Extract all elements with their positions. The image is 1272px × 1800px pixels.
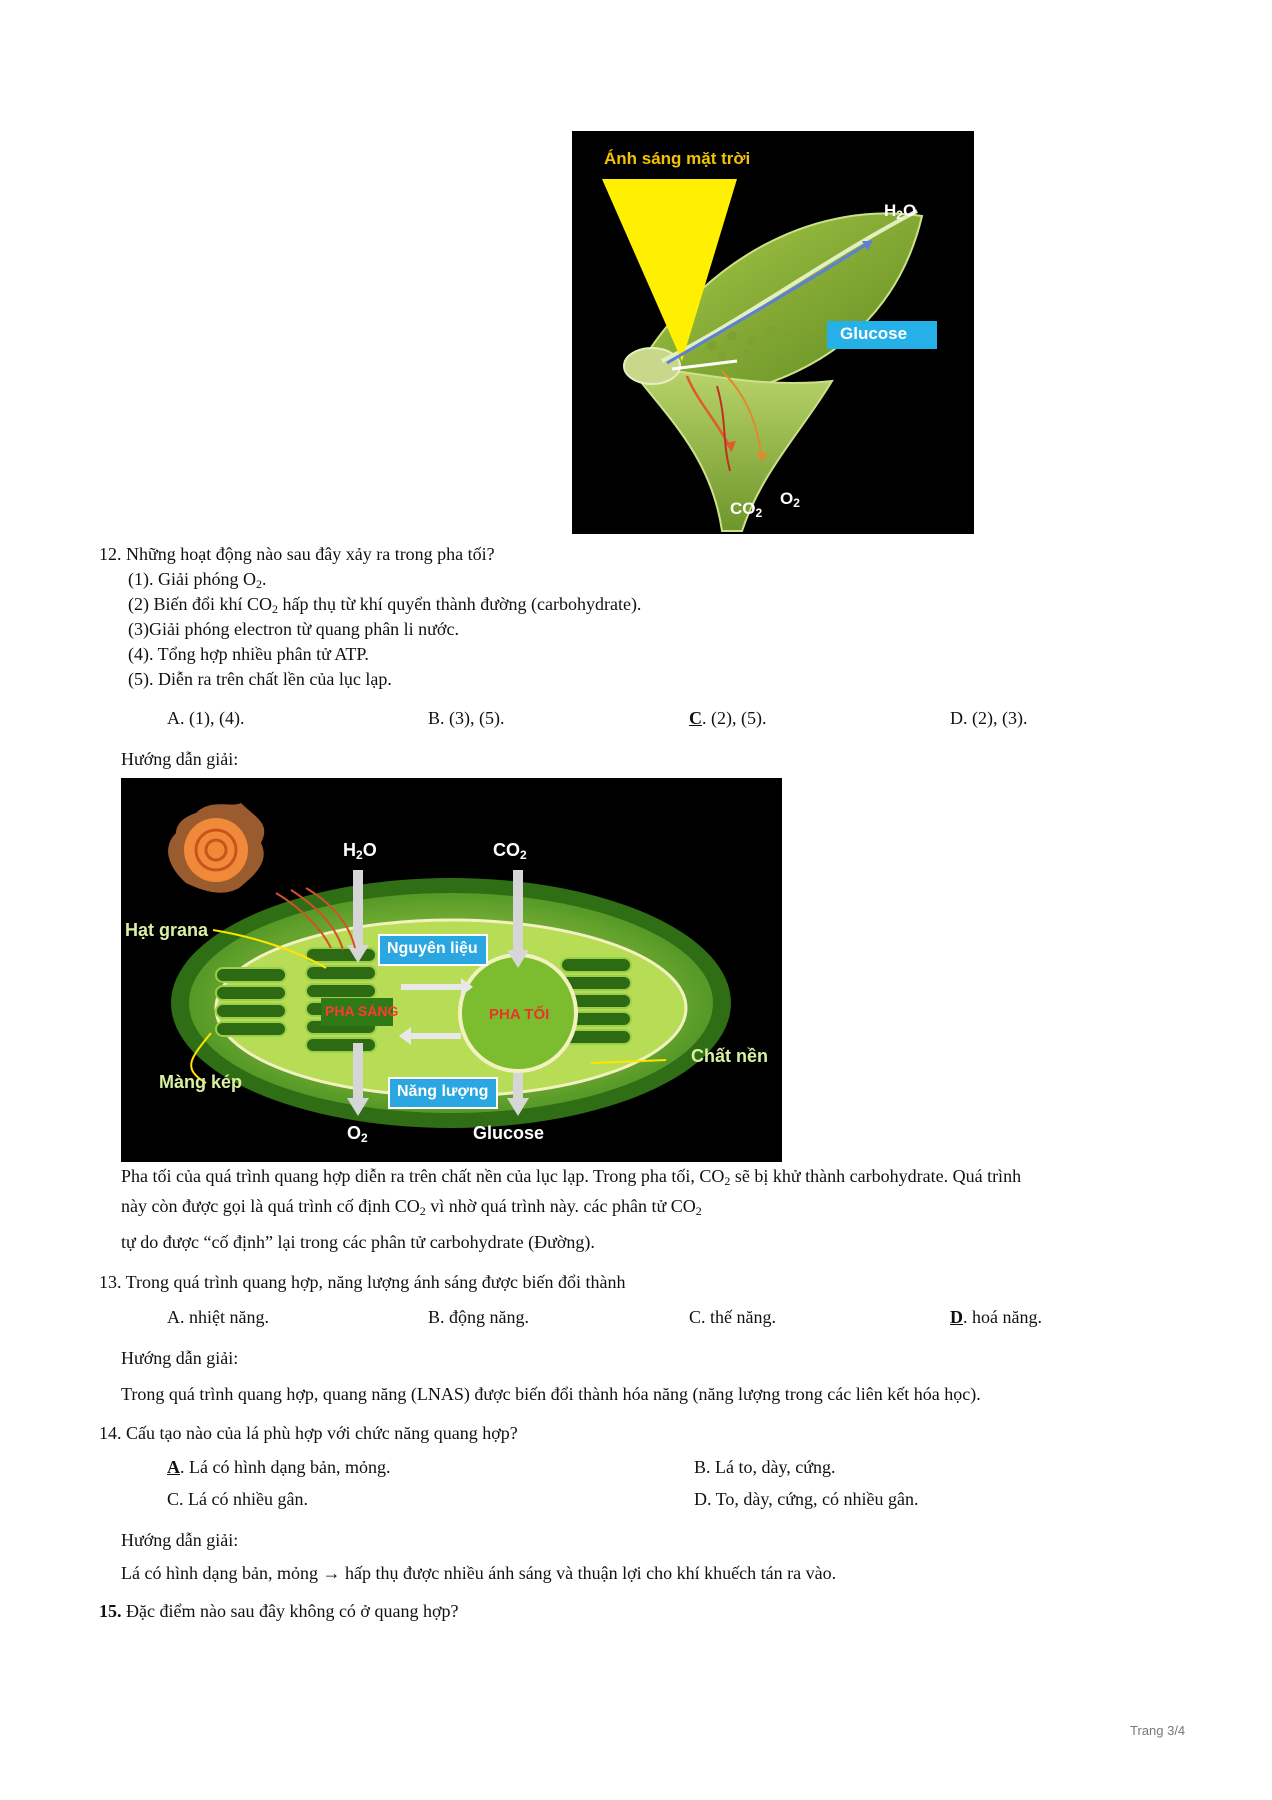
- leaf-photosynthesis-figure: [572, 131, 974, 534]
- q12-explanation-line-1: Pha tối của quá trình quang hợp diễn ra trên chất nền của lục lạp. Trong pha tối, $CO_2$ sẽ bị khử thành carbohydrate. Quá trình: [121, 1166, 1022, 1188]
- mang-kep-label: Màng kép: [159, 1072, 243, 1092]
- q12-statement-5: (5). Diễn ra trên chất lền của lục lạp.: [128, 669, 392, 689]
- q12-option-a: A. (1), (4).: [167, 708, 245, 728]
- chloroplast-glucose-label: Glucose: [473, 1123, 545, 1143]
- chloroplast-h2o-label: $H_2O$: [343, 840, 377, 862]
- chat-nen-label: Chất nền: [691, 1046, 769, 1066]
- q14-option-b: B. Lá to, dày, cứng.: [694, 1457, 836, 1477]
- nguyen-lieu-label: Nguyên liệu: [387, 940, 478, 957]
- page-number: Trang 3/4: [1130, 1723, 1186, 1738]
- sunlight-label: Ánh sáng mặt trời: [604, 149, 751, 168]
- pha-sang-label: PHA SÁNG: [325, 1003, 399, 1019]
- grana-label: Hạt grana: [125, 920, 209, 940]
- q13-option-c: C. thế năng.: [689, 1307, 776, 1327]
- pha-toi-label: PHA TỐI: [489, 1006, 550, 1023]
- q14-option-c: C. Lá có nhiều gân.: [167, 1489, 308, 1509]
- q12-statement-2: (2) Biến đổi khí $CO_2$ hấp thụ từ khí quyển thành đường (carbohydrate).: [128, 594, 642, 616]
- q13-option-d: D. hoá năng.: [950, 1307, 1042, 1327]
- q12-question: 12. Những hoạt động nào sau đây xảy ra trong pha tối?: [99, 544, 495, 564]
- q14-explanation: Lá có hình dạng bản, mỏng → hấp thụ được nhiều ánh sáng và thuận lợi cho khí khuếch tán ra vào.: [121, 1563, 837, 1583]
- q12-guide-heading: Hướng dẫn giải:: [121, 749, 239, 769]
- q12-explanation-line-2: này còn được gọi là quá trình cố định $CO_2$ vì nhờ quá trình này. các phân tử $CO_2$: [121, 1196, 702, 1218]
- chloroplast-co2-label: $CO_2$: [493, 840, 527, 862]
- chloroplast-o2-label: $O_2$: [347, 1123, 368, 1145]
- q14-option-a: A. Lá có hình dạng bản, mỏng.: [167, 1457, 391, 1477]
- q12-statement-4: (4). Tổng hợp nhiều phân tử ATP.: [128, 644, 369, 664]
- q13-option-a: A. nhiệt năng.: [167, 1307, 269, 1327]
- q12-option-d: D. (2), (3).: [950, 708, 1028, 728]
- nang-luong-label: Năng lượng: [397, 1083, 489, 1100]
- q15-question: 15. Đặc điểm nào sau đây không có ở quang hợp?: [99, 1601, 459, 1621]
- q14-option-d: D. To, dày, cứng, có nhiều gân.: [694, 1489, 919, 1509]
- co2-label: $CO_2$: [730, 499, 763, 520]
- q13-option-b: B. động năng.: [428, 1307, 529, 1327]
- chloroplast-figure: [121, 778, 782, 1162]
- q13-guide-heading: Hướng dẫn giải:: [121, 1348, 239, 1368]
- glucose-label: Glucose: [840, 324, 908, 343]
- h2o-label: $H_2O$: [884, 201, 917, 222]
- q14-guide-heading: Hướng dẫn giải:: [121, 1530, 239, 1550]
- q12-statement-3: (3)Giải phóng electron từ quang phân li nước.: [128, 619, 459, 639]
- q12-option-b: B. (3), (5).: [428, 708, 505, 728]
- q13-question: 13. Trong quá trình quang hợp, năng lượng ánh sáng được biến đổi thành: [99, 1272, 626, 1292]
- q13-explanation: Trong quá trình quang hợp, quang năng (LNAS) được biến đổi thành hóa năng (năng lượng trong các liên kết hóa học).: [121, 1384, 981, 1404]
- q14-question: 14. Cấu tạo nào của lá phù hợp với chức năng quang hợp?: [99, 1423, 518, 1443]
- o2-label: $O_2$: [780, 489, 800, 510]
- q12-option-c: C. (2), (5).: [689, 708, 767, 728]
- q12-explanation-line-3: tự do được “cố định” lại trong các phân tử carbohydrate (Đường).: [121, 1232, 595, 1252]
- q12-statement-1: (1). Giải phóng $O_2$.: [128, 569, 267, 591]
